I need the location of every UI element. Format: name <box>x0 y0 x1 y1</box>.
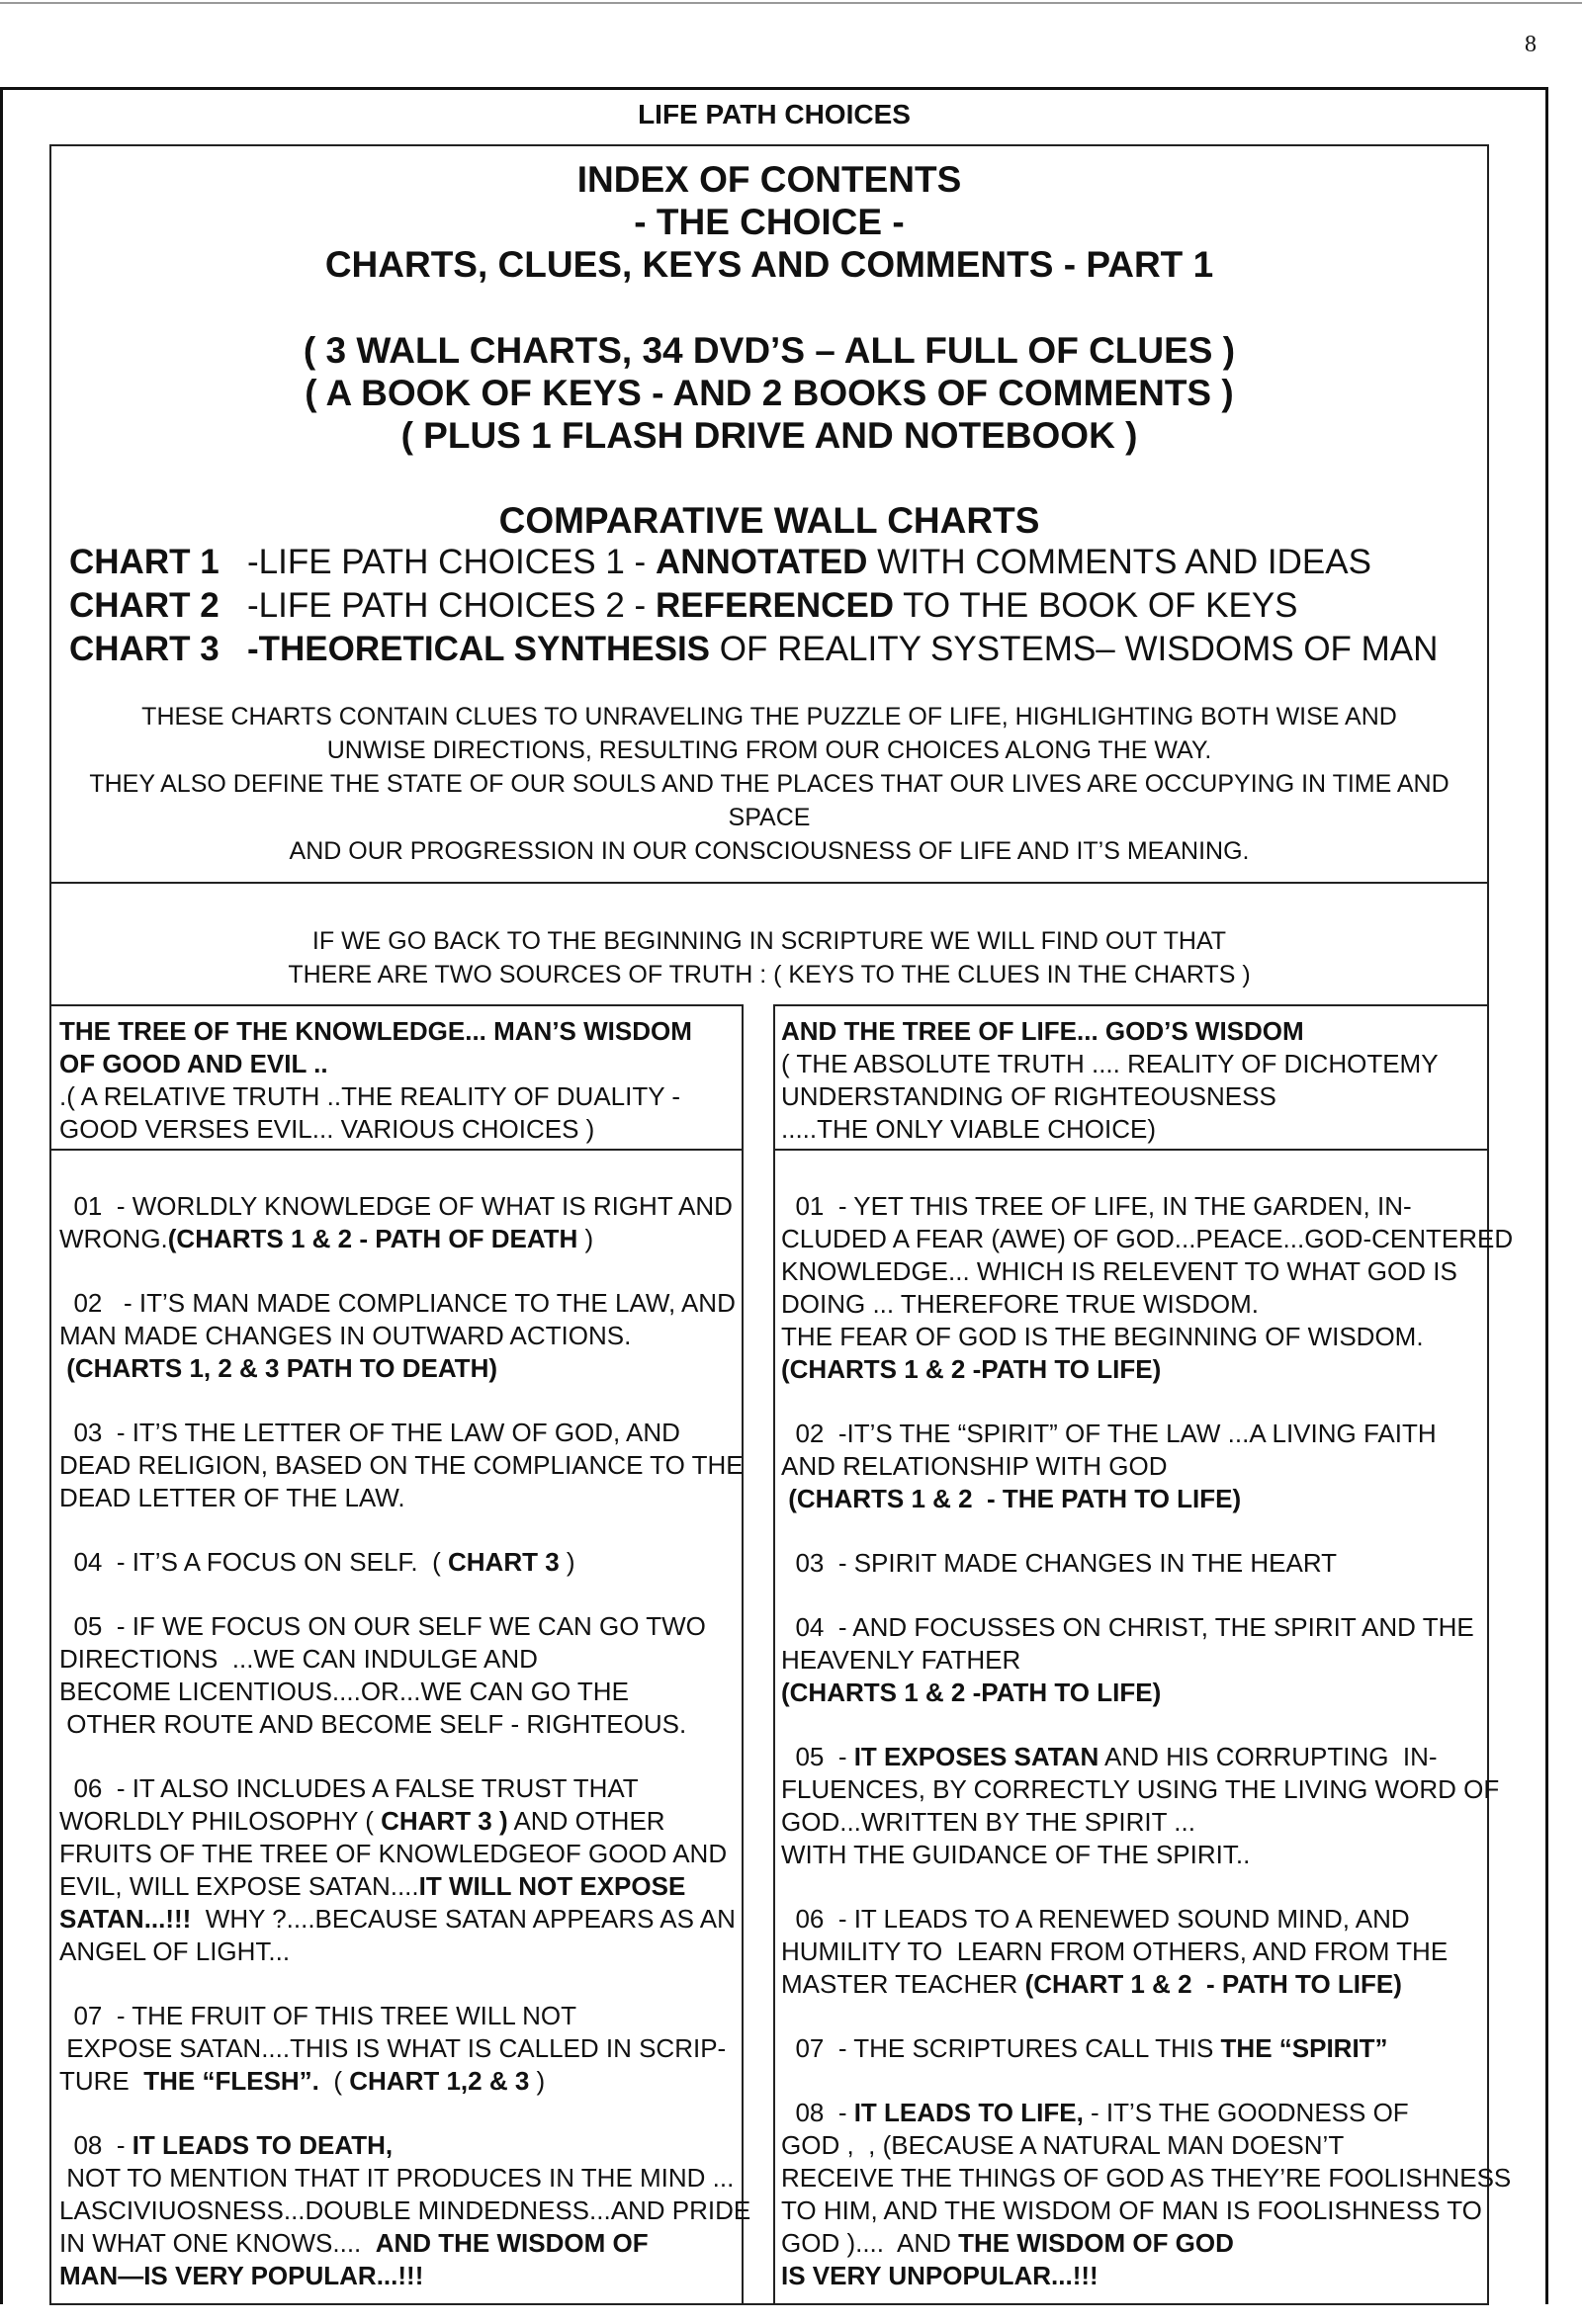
knowledge-line <box>59 1805 742 1838</box>
body-text: 01 - WORLDLY KNOWLEDGE OF WHAT IS RIGHT AND <box>59 1191 733 1221</box>
chart-text: OF REALITY SYSTEMS– WISDOMS OF MAN <box>710 630 1439 668</box>
knowledge-line <box>59 1772 742 1805</box>
emphasis-text: THE WISDOM OF GOD <box>958 2228 1234 2258</box>
body-text: 04 - AND FOCUSSES ON CHRIST, THE SPIRIT AND THE <box>781 1612 1474 1642</box>
emphasis-text: (CHART 1 & 2 - PATH TO LIFE) <box>1024 1969 1402 1999</box>
life-line <box>781 1644 1485 1677</box>
knowledge-line <box>59 1546 742 1579</box>
knowledge-line <box>59 1449 742 1482</box>
body-text: 08 - <box>59 2130 132 2160</box>
resources-line: ( PLUS 1 FLASH DRIVE AND NOTEBOOK ) <box>400 415 1138 456</box>
body-text: MASTER TEACHER <box>781 1969 1025 1999</box>
knowledge-line <box>59 1936 742 1968</box>
chart-label: CHART 2 <box>69 586 220 625</box>
knowledge-line <box>59 1610 742 1643</box>
body-text: 03 - IT’S THE LETTER OF THE LAW OF GOD, AND <box>59 1418 680 1447</box>
life-line <box>781 1547 1485 1580</box>
knowledge-item <box>59 1287 742 1385</box>
body-text: OTHER ROUTE AND BECOME SELF - RIGHTEOUS. <box>59 1709 687 1739</box>
life-line <box>781 1288 1485 1321</box>
chart-text: -LIFE PATH CHOICES 1 - <box>247 543 656 581</box>
body-text: ANGEL OF LIGHT... <box>59 1937 291 1966</box>
page-number: 8 <box>1525 32 1537 57</box>
knowledge-line <box>59 2000 742 2032</box>
life-line <box>781 1223 1514 1255</box>
left-header-note: GOOD VERSES EVIL... VARIOUS CHOICES ) <box>59 1114 595 1144</box>
chart-label: CHART 1 <box>69 543 220 581</box>
emphasis-text: IT WILL NOT EXPOSE <box>418 1871 686 1901</box>
life-line <box>781 1806 1485 1839</box>
life-line <box>781 1611 1485 1644</box>
knowledge-line <box>59 1838 742 1870</box>
description-line: THESE CHARTS CONTAIN CLUES TO UNRAVELING THE PUZZLE OF LIFE, HIGHLIGHTING BOTH WISE AND <box>141 703 1397 731</box>
body-text: 05 - IF WE FOCUS ON OUR SELF WE CAN GO TWO <box>59 1611 706 1641</box>
life-item <box>781 1547 1485 1580</box>
left-header-note: .( A RELATIVE TRUTH ..THE REALITY OF DUALITY - <box>59 1081 680 1111</box>
body-text: 04 - IT’S A FOCUS ON SELF. ( <box>59 1547 448 1577</box>
body-text: THE FEAR OF GOD IS THE BEGINNING OF WISDOM. <box>781 1322 1424 1351</box>
life-item <box>781 2032 1485 2065</box>
life-line <box>781 2097 1485 2129</box>
description-line: AND OUR PROGRESSION IN OUR CONSCIOUSNESS OF LIFE AND IT’S MEANING. <box>289 837 1250 865</box>
emphasis-text: SATAN...!!! <box>59 1904 192 1934</box>
chart-text: TO THE BOOK OF KEYS <box>894 586 1298 625</box>
knowledge-item <box>59 2129 751 2292</box>
knowledge-line <box>59 2032 742 2065</box>
body-text: 02 - IT’S MAN MADE COMPLIANCE TO THE LAW, AND <box>59 1288 736 1318</box>
life-item <box>781 1190 1514 1386</box>
life-line <box>781 2195 1485 2227</box>
body-text: AND HIS CORRUPTING IN- <box>1099 1742 1438 1771</box>
emphasis-text: (CHARTS 1, 2 & 3 PATH TO DEATH) <box>66 1353 498 1383</box>
life-item <box>781 1611 1485 1709</box>
chart-text: -LIFE PATH CHOICES 2 - <box>247 586 656 625</box>
emphasis-text: (CHARTS 1 & 2 -PATH TO LIFE) <box>781 1678 1162 1707</box>
body-text: EXPOSE SATAN....THIS IS WHAT IS CALLED IN SCRIP- <box>59 2033 727 2063</box>
emphasis-text: IT EXPOSES SATAN <box>853 1742 1099 1771</box>
body-text: TURE <box>59 2066 144 2096</box>
body-text: NOT TO MENTION THAT IT PRODUCES IN THE MIND ... <box>59 2163 735 2193</box>
emphasis-text: CHART 3 <box>447 1547 560 1577</box>
life-line <box>781 1418 1485 1450</box>
life-line <box>781 1839 1485 1871</box>
knowledge-line <box>59 1903 742 1936</box>
charts-description <box>49 700 1489 868</box>
knowledge-line <box>59 2162 742 2195</box>
chart-bold: ANNOTATED <box>655 543 868 581</box>
life-item <box>781 1741 1500 1871</box>
life-line <box>781 1255 1485 1288</box>
body-text: 07 - THE SCRIPTURES CALL THIS <box>781 2033 1221 2063</box>
emphasis-text: IT LEADS TO DEATH, <box>132 2130 394 2160</box>
knowledge-line <box>59 2195 751 2227</box>
body-text: AND RELATIONSHIP WITH GOD <box>781 1451 1168 1481</box>
body-text: CLUDED A FEAR (AWE) OF GOD...PEACE...GOD-CENTERED <box>781 1224 1514 1253</box>
emphasis-text: THE “FLESH”. <box>143 2066 319 2096</box>
body-text: WRONG. <box>59 1224 168 1253</box>
knowledge-line <box>59 1352 742 1385</box>
body-text: 01 - YET THIS TREE OF LIFE, IN THE GARDEN, IN- <box>781 1191 1412 1221</box>
emphasis-text: AND THE WISDOM OF <box>375 2228 649 2258</box>
body-text: 05 - <box>781 1742 854 1771</box>
knowledge-line <box>59 2260 742 2292</box>
choice-heading: - THE CHOICE - <box>634 202 905 242</box>
body-text: WHY ?....BECAUSE SATAN APPEARS AS AN <box>191 1904 736 1934</box>
knowledge-line <box>59 2065 742 2098</box>
body-text: ) <box>529 2066 546 2096</box>
body-text: 02 -IT’S THE “SPIRIT” OF THE LAW ...A LIVING FAITH <box>781 1419 1437 1448</box>
body-text: ( <box>318 2066 350 2096</box>
left-header-title: THE TREE OF THE KNOWLEDGE... MAN’S WISDOM <box>59 1016 692 1046</box>
life-line <box>781 1936 1485 1968</box>
life-line <box>781 1321 1485 1353</box>
life-item <box>781 1903 1485 2001</box>
description-line: UNWISE DIRECTIONS, RESULTING FROM OUR CHOICES ALONG THE WAY. <box>326 736 1212 764</box>
body-text: AND OTHER <box>507 1806 665 1836</box>
chart-bold: REFERENCED <box>655 586 895 625</box>
knowledge-line <box>59 1676 742 1708</box>
chart-label: CHART 3 <box>69 630 220 668</box>
knowledge-item <box>59 2000 742 2098</box>
life-line <box>781 1741 1485 1773</box>
knowledge-item <box>59 1417 742 1514</box>
knowledge-item <box>59 1772 742 1968</box>
knowledge-item <box>59 1610 742 1741</box>
index-heading: INDEX OF CONTENTS <box>576 159 962 200</box>
knowledge-line <box>59 1320 742 1352</box>
knowledge-line <box>59 1708 742 1741</box>
top-rule <box>0 2 1582 4</box>
right-header-note: ( THE ABSOLUTE TRUTH .... REALITY OF DICHOTEMY <box>781 1049 1439 1078</box>
chart-bold: THEORETICAL SYNTHESIS <box>258 630 711 668</box>
chart-entry <box>69 585 1493 627</box>
body-text: DEAD RELIGION, BASED ON THE COMPLIANCE TO THE <box>59 1450 744 1480</box>
sources-intro-line: THERE ARE TWO SOURCES OF TRUTH : ( KEYS TO THE CLUES IN THE CHARTS ) <box>288 961 1251 989</box>
life-line <box>781 2129 1485 2162</box>
life-line <box>781 1677 1485 1709</box>
tree-of-life-list <box>781 1190 1514 2324</box>
emphasis-text: (CHARTS 1 & 2 - THE PATH TO LIFE) <box>788 1484 1242 1513</box>
life-line <box>781 2162 1512 2195</box>
body-text: GOD , , (BECAUSE A NATURAL MAN DOESN’T <box>781 2130 1345 2160</box>
knowledge-line <box>59 1643 742 1676</box>
knowledge-item <box>59 1546 742 1579</box>
knowledge-line <box>59 1417 742 1449</box>
charts-clues-heading: CHARTS, CLUES, KEYS AND COMMENTS - PART 1 <box>324 244 1214 285</box>
life-line <box>781 1353 1485 1386</box>
body-text: DEAD LETTER OF THE LAW. <box>59 1483 405 1512</box>
left-header-title: OF GOOD AND EVIL .. <box>59 1049 328 1078</box>
left-header <box>59 1015 742 1146</box>
body-text: ) <box>577 1224 594 1253</box>
body-text: WITH THE GUIDANCE OF THE SPIRIT.. <box>781 1840 1251 1869</box>
body-text: BECOME LICENTIOUS....OR...WE CAN GO THE <box>59 1677 629 1706</box>
body-text: MAN MADE CHANGES IN OUTWARD ACTIONS. <box>59 1321 632 1350</box>
life-item <box>781 1418 1485 1515</box>
right-header <box>781 1015 1485 1146</box>
life-line <box>781 2260 1485 2292</box>
life-line <box>781 1968 1485 2001</box>
body-text: GOD...WRITTEN BY THE SPIRIT ... <box>781 1807 1195 1837</box>
body-text: RECEIVE THE THINGS OF GOD AS THEY’RE FOOLISHNESS <box>781 2163 1512 2193</box>
body-text: KNOWLEDGE... WHICH IS RELEVENT TO WHAT GOD IS <box>781 1256 1457 1286</box>
body-text: ) <box>559 1547 575 1577</box>
right-header-title: AND THE TREE OF LIFE... GOD’S WISDOM <box>781 1016 1304 1046</box>
emphasis-text: MAN—IS VERY POPULAR...!!! <box>59 2261 424 2290</box>
body-text: GOD ).... AND <box>781 2228 959 2258</box>
knowledge-item <box>59 1190 742 1255</box>
body-text: FLUENCES, BY CORRECTLY USING THE LIVING WORD OF <box>781 1774 1500 1804</box>
description-line: THEY ALSO DEFINE THE STATE OF OUR SOULS AND THE PLACES THAT OUR LIVES ARE OCCUPYING IN TIME AND SPACE <box>89 770 1450 831</box>
knowledge-line <box>59 1190 742 1223</box>
body-text: WORLDLY PHILOSOPHY ( <box>59 1806 382 1836</box>
right-header-note: .....THE ONLY VIABLE CHOICE) <box>781 1114 1157 1144</box>
emphasis-text: IT LEADS TO LIFE, <box>853 2098 1084 2127</box>
chart-entry <box>69 629 1493 670</box>
sources-intro <box>49 924 1489 991</box>
body-text: HUMILITY TO LEARN FROM OTHERS, AND FROM THE <box>781 1937 1449 1966</box>
body-text: 07 - THE FRUIT OF THIS TREE WILL NOT <box>59 2001 576 2030</box>
body-text: - IT’S THE GOODNESS OF <box>1083 2098 1409 2127</box>
sources-intro-line: IF WE GO BACK TO THE BEGINNING IN SCRIPTURE WE WILL FIND OUT THAT <box>311 927 1227 955</box>
body-text: LASCIVIUOSNESS...DOUBLE MINDEDNESS...AND PRIDE <box>59 2195 751 2225</box>
emphasis-text: CHART 3 ) <box>381 1806 508 1836</box>
body-text: FRUITS OF THE TREE OF KNOWLEDGEOF GOOD AND <box>59 1839 728 1868</box>
emphasis-text: (CHARTS 1 & 2 - PATH OF DEATH <box>167 1224 578 1253</box>
body-text: 03 - SPIRIT MADE CHANGES IN THE HEART <box>781 1548 1338 1578</box>
emphasis-text: IS VERY UNPOPULAR...!!! <box>781 2261 1099 2290</box>
body-text: DOING ... THEREFORE TRUE WISDOM. <box>781 1289 1259 1319</box>
life-line <box>781 1450 1485 1483</box>
tree-of-knowledge-list <box>59 1190 751 2324</box>
emphasis-text: CHART 1,2 & 3 <box>349 2066 530 2096</box>
life-line <box>781 2032 1485 2065</box>
emphasis-text: (CHARTS 1 & 2 -PATH TO LIFE) <box>781 1354 1162 1384</box>
body-text: HEAVENLY FATHER <box>781 1645 1021 1675</box>
charts-heading: COMPARATIVE WALL CHARTS <box>498 500 1040 541</box>
body-text: 06 - IT LEADS TO A RENEWED SOUND MIND, AND <box>781 1904 1410 1934</box>
body-text: DIRECTIONS ...WE CAN INDULGE AND <box>59 1644 538 1674</box>
life-line <box>781 1773 1500 1806</box>
life-line <box>781 1903 1485 1936</box>
knowledge-line <box>59 1287 742 1320</box>
life-line <box>781 1483 1485 1515</box>
body-text: IN WHAT ONE KNOWS.... <box>59 2228 376 2258</box>
chart-text: - <box>247 630 259 668</box>
life-line <box>781 2227 1485 2260</box>
knowledge-line <box>59 1223 742 1255</box>
emphasis-text: THE “SPIRIT” <box>1220 2033 1388 2063</box>
knowledge-line <box>59 1482 742 1514</box>
right-header-note: UNDERSTANDING OF RIGHTEOUSNESS <box>781 1081 1276 1111</box>
knowledge-line <box>59 1870 742 1903</box>
knowledge-line <box>59 2227 742 2260</box>
body-text: TO HIM, AND THE WISDOM OF MAN IS FOOLISHNESS TO <box>781 2195 1482 2225</box>
resources-line: ( A BOOK OF KEYS - AND 2 BOOKS OF COMMENTS ) <box>305 373 1234 413</box>
life-item <box>781 2097 1512 2292</box>
page-title: LIFE PATH CHOICES <box>638 99 911 129</box>
chart-entry <box>69 542 1493 583</box>
life-line <box>781 1190 1485 1223</box>
body-text: EVIL, WILL EXPOSE SATAN.... <box>59 1871 419 1901</box>
body-text: 06 - IT ALSO INCLUDES A FALSE TRUST THAT <box>59 1773 639 1803</box>
knowledge-line <box>59 2129 742 2162</box>
chart-text: WITH COMMENTS AND IDEAS <box>867 543 1371 581</box>
resources-line: ( 3 WALL CHARTS, 34 DVD’S – ALL FULL OF CLUES ) <box>303 330 1236 371</box>
body-text: 08 - <box>781 2098 854 2127</box>
